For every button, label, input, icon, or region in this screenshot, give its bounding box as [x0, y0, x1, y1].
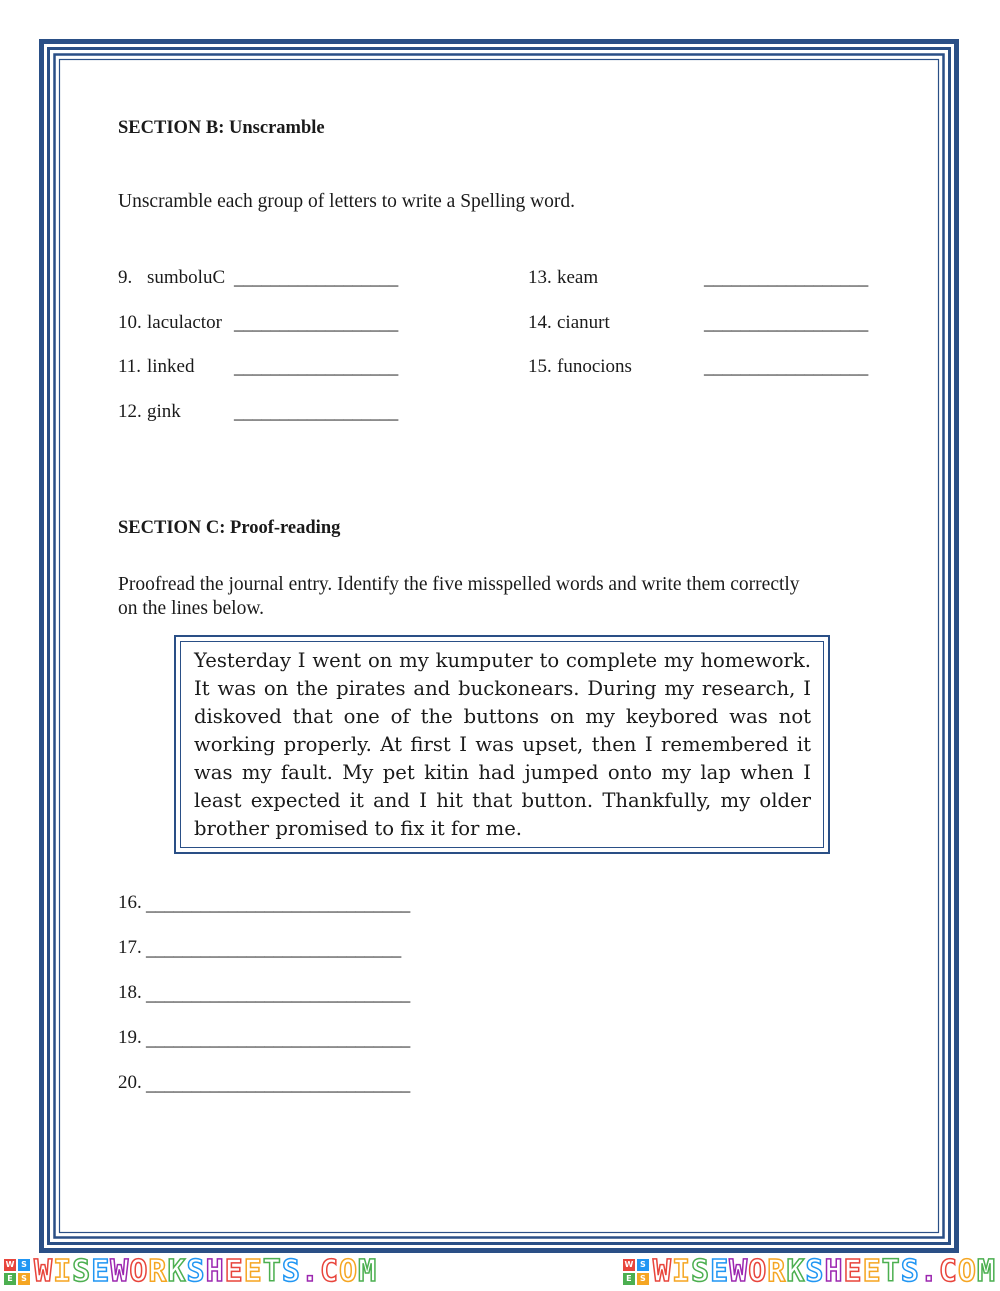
answer-19-line[interactable]: _____________________________	[146, 1029, 410, 1050]
item-14-word: cianurt	[557, 312, 610, 333]
item-9-answer-line[interactable]: __________________	[234, 268, 398, 289]
item-10-answer-line[interactable]: __________________	[234, 313, 398, 334]
item-11-answer-line[interactable]: __________________	[234, 357, 398, 378]
section-c-heading: SECTION C: Proof-reading	[118, 518, 341, 538]
section-c-instruction-line-1: Proofread the journal entry. Identify the five misspelled words and write them correctly	[118, 574, 800, 595]
footer-logo	[4, 1254, 378, 1289]
section-b-heading: SECTION B: Unscramble	[118, 118, 325, 138]
item-9-word: sumboluC	[147, 267, 226, 288]
item-13-answer-line[interactable]: __________________	[704, 268, 868, 289]
footer-logo	[623, 1254, 996, 1289]
item-10-word: laculactor	[147, 312, 222, 333]
logo-blocks-icon: W S E S	[4, 1259, 30, 1285]
item-14-answer-line[interactable]: __________________	[704, 313, 868, 334]
logo-text: WISEWORKSHEETS.COM	[34, 1254, 378, 1289]
item-12-answer-line[interactable]: __________________	[234, 402, 398, 423]
answer-16-number: 16.	[118, 892, 142, 913]
answer-20-number: 20.	[118, 1072, 142, 1093]
section-b-instruction: Unscramble each group of letters to write a Spelling word.	[118, 191, 576, 212]
answer-16-line[interactable]: _____________________________	[146, 894, 410, 915]
item-10-number: 10.	[118, 312, 142, 333]
footer-watermark	[0, 1255, 1000, 1289]
item-14-number: 14.	[528, 312, 552, 333]
logo-blocks-icon: W S E S	[623, 1259, 649, 1285]
section-c-instruction-line-2: on the lines below.	[118, 598, 265, 619]
item-12-word: gink	[147, 401, 181, 422]
answer-18-line[interactable]: _____________________________	[146, 984, 410, 1005]
answer-19-number: 19.	[118, 1027, 142, 1048]
item-13-word: keam	[557, 267, 599, 288]
item-9-number: 9.	[118, 267, 133, 288]
answer-20-line[interactable]: _____________________________	[146, 1074, 410, 1095]
item-11-number: 11.	[118, 356, 142, 377]
item-15-number: 15.	[528, 356, 552, 377]
journal-entry-text: Yesterday I went on my kumputer to complete my homework. It was on the pirates and buckonears. During my research, I diskoved that one of the buttons on my keybored was not working properly. At first I was upset, then I remembered it was my fault. My pet kitin had jumped onto my lap when I least expected it and I hit that button. Thankfully, my older brother promised to fix it for me.	[194, 649, 811, 840]
item-11-word: linked	[147, 356, 195, 377]
item-12-number: 12.	[118, 401, 142, 422]
answer-17-line[interactable]: ____________________________	[146, 939, 401, 960]
item-13-number: 13.	[528, 267, 552, 288]
answer-18-number: 18.	[118, 982, 142, 1003]
logo-wordmark	[34, 1254, 378, 1289]
logo-text: WISEWORKSHEETS.COM	[652, 1254, 996, 1289]
logo-wordmark	[652, 1254, 996, 1289]
item-15-word: funocions	[557, 356, 632, 377]
answer-17-number: 17.	[118, 937, 142, 958]
item-15-answer-line[interactable]: __________________	[704, 357, 868, 378]
